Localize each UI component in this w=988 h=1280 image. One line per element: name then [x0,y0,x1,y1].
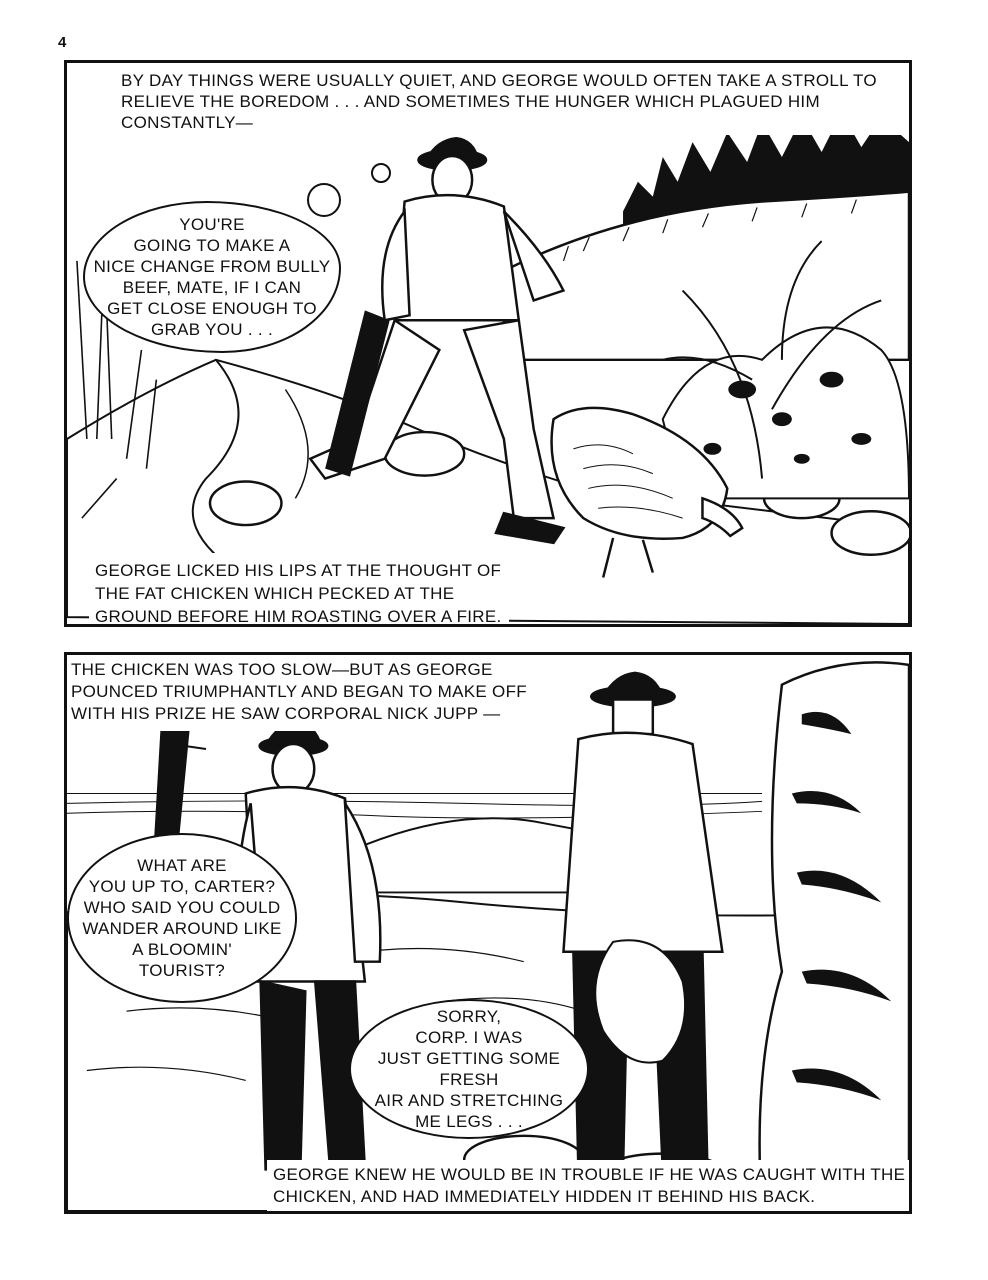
speech-balloon-corporal: WHAT ARE YOU UP TO, CARTER? WHO SAID YOU COULD WANDER AROUND LIKE A BLOOMIN' TOURIST? [67,833,297,1003]
panel-1-caption-bottom: GEORGE LICKED HIS LIPS AT THE THOUGHT OF THE FAT CHICKEN WHICH PECKED AT THE GROUND BEFORE HIM ROASTING OVER A FIRE. [89,553,509,627]
comic-panel-1 [64,60,912,627]
speech-balloon-george: SORRY, CORP. I WAS JUST GETTING SOME FRESH AIR AND STRETCHING ME LEGS . . . [349,999,589,1139]
panel-1-caption-top: BY DAY THINGS WERE USUALLY QUIET, AND GEORGE WOULD OFTEN TAKE A STROLL TO RELIEVE THE BOREDOM . . . AND SOMETIMES THE HUNGER WHICH PLAGUED HIM CONSTANTLY— [117,68,907,135]
thought-balloon-george: YOU'RE GOING TO MAKE A NICE CHANGE FROM BULLY BEEF, MATE, IF I CAN GET CLOSE ENOUGH TO GRAB YOU . . . [83,201,341,353]
page-number: 4 [58,34,67,51]
panel-2-caption-top: THE CHICKEN WAS TOO SLOW—BUT AS GEORGE POUNCED TRIUMPHANTLY AND BEGAN TO MAKE OFF WITH HIS PRIZE HE SAW CORPORAL NICK JUPP — [67,655,537,731]
panel-2-caption-bottom: GEORGE KNEW HE WOULD BE IN TROUBLE IF HE WAS CAUGHT WITH THE CHICKEN, AND HAD IMMEDIATELY HIDDEN IT BEHIND HIS BACK. [267,1160,912,1212]
thought-bubble-dot-large [307,183,341,217]
comic-panel-2 [64,652,912,1214]
thought-bubble-dot-small [371,163,391,183]
